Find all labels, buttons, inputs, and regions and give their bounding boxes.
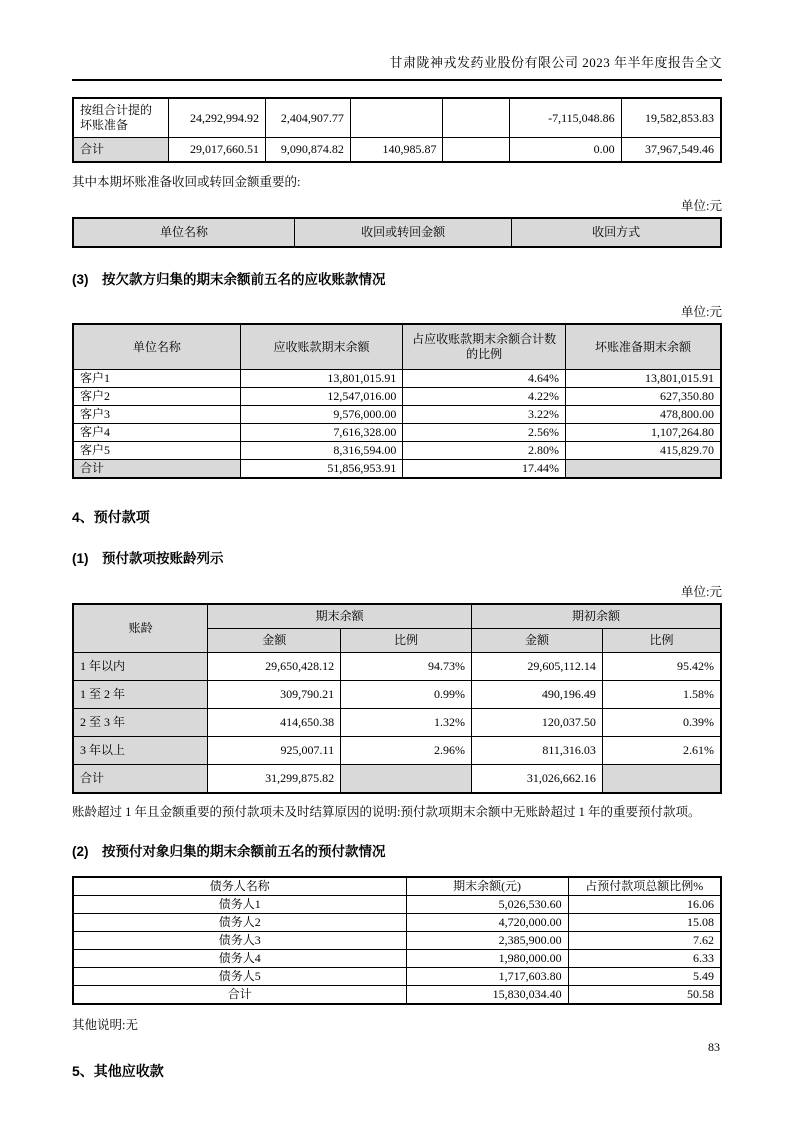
column-header: 占应收账款期末余额合计数的比例 xyxy=(403,324,566,370)
table-header-row xyxy=(73,324,721,370)
table-cell: 811,316.03 xyxy=(472,737,603,765)
table-cell: 6.33 xyxy=(568,950,721,968)
table-cell xyxy=(565,460,721,479)
table-cell: 1.58% xyxy=(602,681,721,709)
table-cell: 120,037.50 xyxy=(472,709,603,737)
table-cell: 4,720,000.00 xyxy=(406,914,568,932)
table-total-row xyxy=(73,138,721,163)
row-label: 债务人3 xyxy=(73,932,406,950)
table-cell: 17.44% xyxy=(403,460,566,479)
row-label: 债务人5 xyxy=(73,968,406,986)
unit-label: 单位:元 xyxy=(681,585,722,599)
section-heading-prepayment-aging: (1) 预付款项按账龄列示 xyxy=(72,551,224,566)
bad-debt-provision-table xyxy=(72,97,722,163)
section-heading-other-receivables: 5、其他应收款 xyxy=(72,1063,164,1079)
table-cell: 13,801,015.91 xyxy=(565,370,721,388)
table-cell: 12,547,016.00 xyxy=(240,388,403,406)
table-header-row xyxy=(73,877,721,896)
table-total-row xyxy=(73,460,721,479)
unit-label: 单位:元 xyxy=(681,305,722,319)
table-cell: 309,790.21 xyxy=(208,681,341,709)
table-cell: 2,404,907.77 xyxy=(265,98,350,138)
column-header: 比例 xyxy=(341,629,472,653)
row-label: 1 年以内 xyxy=(73,653,208,681)
table-cell: 2.61% xyxy=(602,737,721,765)
table-cell: 24,292,994.92 xyxy=(169,98,266,138)
page-number: 83 xyxy=(708,1040,720,1054)
table-cell: 94.73% xyxy=(341,653,472,681)
row-label: 债务人1 xyxy=(73,896,406,914)
table-cell xyxy=(443,138,510,163)
row-label: 债务人4 xyxy=(73,950,406,968)
prepayment-top5-table xyxy=(72,876,722,1005)
table-cell xyxy=(341,765,472,794)
column-header: 债务人名称 xyxy=(73,877,406,896)
table-cell: 415,829.70 xyxy=(565,442,721,460)
table-row xyxy=(73,653,721,681)
column-header: 单位名称 xyxy=(73,218,295,247)
row-label: 客户3 xyxy=(73,406,240,424)
table-cell: 2.96% xyxy=(341,737,472,765)
section-heading-prepayment-top5: (2) 按预付对象归集的期末余额前五名的预付款情况 xyxy=(72,844,386,859)
table-cell: 478,800.00 xyxy=(565,406,721,424)
table-cell: 140,985.87 xyxy=(350,138,443,163)
table-cell: 8,316,594.00 xyxy=(240,442,403,460)
table-cell: 0.99% xyxy=(341,681,472,709)
table-row xyxy=(73,709,721,737)
table-total-row xyxy=(73,986,721,1005)
table-cell: 31,299,875.82 xyxy=(208,765,341,794)
row-label: 1 至 2 年 xyxy=(73,681,208,709)
row-label: 客户2 xyxy=(73,388,240,406)
table-cell: 16.06 xyxy=(568,896,721,914)
table-cell: 7,616,328.00 xyxy=(240,424,403,442)
column-header: 应收账款期末余额 xyxy=(240,324,403,370)
column-header: 单位名称 xyxy=(73,324,240,370)
table-cell: 490,196.49 xyxy=(472,681,603,709)
column-header: 收回或转回金额 xyxy=(295,218,512,247)
table-cell: 414,650.38 xyxy=(208,709,341,737)
table-cell: 9,576,000.00 xyxy=(240,406,403,424)
unit-label: 单位:元 xyxy=(681,199,722,213)
table-cell: 925,007.11 xyxy=(208,737,341,765)
table-cell: 0.00 xyxy=(510,138,621,163)
table-row xyxy=(73,98,721,138)
table-row xyxy=(73,406,721,424)
section-heading-prepayments: 4、预付款项 xyxy=(72,509,150,525)
table-cell: 5,026,530.60 xyxy=(406,896,568,914)
table-cell xyxy=(443,98,510,138)
page-content xyxy=(72,0,722,1081)
aging-note-text: 账龄超过 1 年且金额重要的预付款项未及时结算原因的说明:预付款项期末余额中无账龄超过 1 年的重要预付款项。 xyxy=(72,805,701,819)
table-cell: 627,350.80 xyxy=(565,388,721,406)
table-row xyxy=(73,442,721,460)
table-cell: 1,717,603.80 xyxy=(406,968,568,986)
row-label: 客户4 xyxy=(73,424,240,442)
column-header: 金额 xyxy=(472,629,603,653)
table-cell: 50.58 xyxy=(568,986,721,1005)
table-row xyxy=(73,681,721,709)
table-cell: 15.08 xyxy=(568,914,721,932)
column-header: 期初余额 xyxy=(472,604,722,629)
table-cell: 2,385,900.00 xyxy=(406,932,568,950)
row-label: 2 至 3 年 xyxy=(73,709,208,737)
row-label: 合计 xyxy=(73,460,240,479)
table-row xyxy=(73,896,721,914)
table-cell: 15,830,034.40 xyxy=(406,986,568,1005)
table-row xyxy=(73,388,721,406)
table-row xyxy=(73,950,721,968)
row-label: 合计 xyxy=(73,986,406,1005)
table-cell: 1,980,000.00 xyxy=(406,950,568,968)
table-cell: 4.64% xyxy=(403,370,566,388)
table-cell: 29,605,112.14 xyxy=(472,653,603,681)
row-label: 3 年以上 xyxy=(73,737,208,765)
column-header: 比例 xyxy=(602,629,721,653)
table-row xyxy=(73,914,721,932)
row-label: 按组合计提的坏账准备 xyxy=(73,98,169,138)
prepayment-aging-table xyxy=(72,603,722,794)
column-header: 收回方式 xyxy=(512,218,721,247)
table-cell: 29,017,660.51 xyxy=(169,138,266,163)
column-header: 占预付款项总额比例% xyxy=(568,877,721,896)
row-label: 合计 xyxy=(73,138,169,163)
column-header: 期末余额 xyxy=(208,604,472,629)
table-row xyxy=(73,737,721,765)
table-cell: 37,967,549.46 xyxy=(621,138,721,163)
row-label: 客户1 xyxy=(73,370,240,388)
column-header: 坏账准备期末余额 xyxy=(565,324,721,370)
table-row xyxy=(73,932,721,950)
receivables-top5-table xyxy=(72,323,722,479)
table-header-row xyxy=(73,604,721,629)
column-header: 账龄 xyxy=(73,604,208,653)
table-cell: 1,107,264.80 xyxy=(565,424,721,442)
row-label: 合计 xyxy=(73,765,208,794)
row-label: 债务人2 xyxy=(73,914,406,932)
document-header-title: 甘肃陇神戎发药业股份有限公司 2023 年半年度报告全文 xyxy=(72,0,722,81)
table-row xyxy=(73,370,721,388)
table-cell: 2.56% xyxy=(403,424,566,442)
recovery-table xyxy=(72,217,722,248)
table-cell: 2.80% xyxy=(403,442,566,460)
table-cell: 1.32% xyxy=(341,709,472,737)
table-cell: 4.22% xyxy=(403,388,566,406)
table-row xyxy=(73,424,721,442)
table-cell: 95.42% xyxy=(602,653,721,681)
table-cell: 31,026,662.16 xyxy=(472,765,603,794)
table-row xyxy=(73,968,721,986)
table-cell: 3.22% xyxy=(403,406,566,424)
table-cell: 7.62 xyxy=(568,932,721,950)
table-cell: -7,115,048.86 xyxy=(510,98,621,138)
table-cell xyxy=(602,765,721,794)
table-cell xyxy=(350,98,443,138)
table-cell: 51,856,953.91 xyxy=(240,460,403,479)
row-label: 客户5 xyxy=(73,442,240,460)
table-cell: 0.39% xyxy=(602,709,721,737)
table-cell: 19,582,853.83 xyxy=(621,98,721,138)
table-cell: 9,090,874.82 xyxy=(265,138,350,163)
table-cell: 5.49 xyxy=(568,968,721,986)
column-header: 期末余额(元) xyxy=(406,877,568,896)
table-cell: 29,650,428.12 xyxy=(208,653,341,681)
recovery-intro-text: 其中本期坏账准备收回或转回金额重要的: xyxy=(72,175,301,189)
table-total-row xyxy=(73,765,721,794)
section-heading-receivables-top5: (3) 按欠款方归集的期末余额前五名的应收账款情况 xyxy=(72,272,386,287)
table-header-row xyxy=(73,218,721,247)
column-header: 金额 xyxy=(208,629,341,653)
table-cell: 13,801,015.91 xyxy=(240,370,403,388)
other-note-text: 其他说明:无 xyxy=(72,1018,138,1032)
